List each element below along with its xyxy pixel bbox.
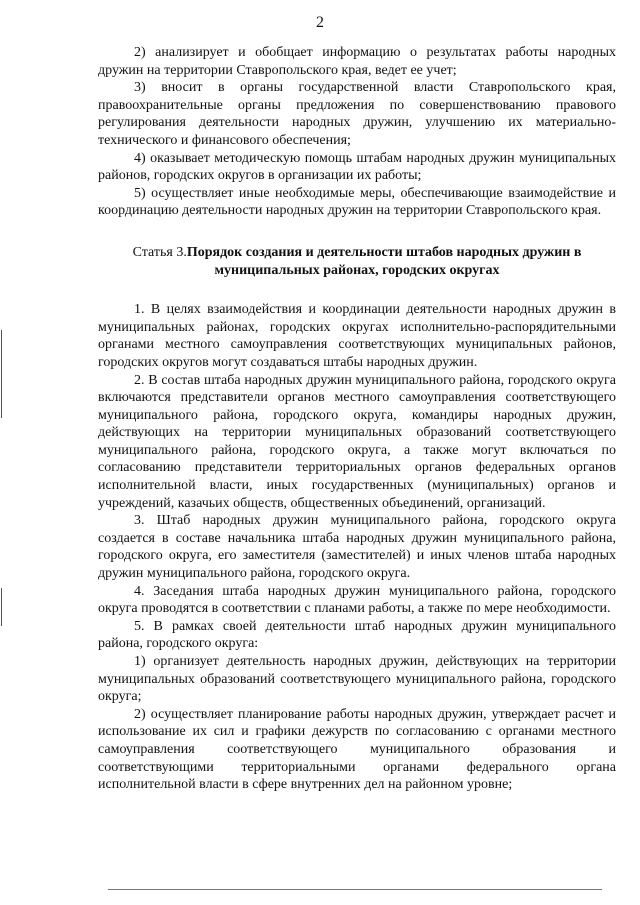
list-item: 3) вносит в органы государственной власти Ставропольского края, правоохранительные органы предложения по совершенствованию правового регулирования деятельности народных дружин, улучшению их материально-технического и финансового обеспечения;	[98, 80, 616, 148]
clause-paragraph: 3. Штаб народных дружин муниципального района, городского округа создается в составе начальника штаба народных дружин муниципального района, городского округа, его заместителя (заместителей) и иных членов штаба народных дружин муниципального района, городского округа.	[98, 513, 616, 582]
list-item: 2) осуществляет планирование работы народных дружин, утверждает расчет и использование их сил и графики дежурств по согласованию с органами местного самоуправления соответствующего муниципального образования и соответствующими территориальными органами федерального органа исполнительной власти в сфере внутренних дел на районном уровне;	[98, 706, 616, 793]
clause-paragraph: 1. В целях взаимодействия и координации деятельности народных дружин в муниципальных районах, городских округах исполнительно-распорядительными органами местного самоуправления соответствующих муниципальных районов, городских округов могут создаваться штабы народных дружин.	[98, 302, 616, 370]
article-number: Статья 3.	[132, 244, 187, 260]
page-bottom-divider	[108, 889, 602, 890]
page-number: 2	[316, 14, 324, 31]
article-heading	[98, 244, 616, 279]
scan-margin-mark	[1, 588, 2, 626]
list-item: 5) осуществляет иные необходимые меры, обеспечивающие взаимодействие и координацию деятельности народных дружин на территории Ставропольского края.	[98, 185, 616, 219]
clause-paragraph: 4. Заседания штаба народных дружин муниципального района, городского округа проводятся в соответствии с планами работы, а также по мере необходимости.	[98, 583, 616, 617]
list-item: 2) анализирует и обобщает информацию о результатах работы народных дружин на территории Ставропольского края, ведет ее учет;	[98, 45, 616, 78]
document-body	[98, 44, 616, 794]
list-item: 1) организует деятельность народных дружин, действующих на территории муниципальных образований соответствующего муниципального района, городского округа;	[98, 654, 616, 705]
clause-paragraph: 2. В состав штаба народных дружин муниципального района, городского округа включаются представители органов местного самоуправления соответствующего муниципального района, городского округа, командиры народных дружин, действующих на территории муниципальных образований соответствующего муниципального района, городского округа, а также могут включаться по согласованию представители территориальных органов федеральных органов исполнительной власти, иных государственных (муниципальных) органов и учреждений, казачьих обществ, общественных объединений, организаций.	[98, 372, 616, 511]
list-item: 4) оказывает методическую помощь штабам народных дружин муниципальных районов, городских округов в организации их работы;	[98, 150, 616, 184]
scan-margin-mark	[1, 330, 2, 418]
article-title: Порядок создания и деятельности штабов народных дружин в муниципальных районах, городских округах	[186, 244, 582, 278]
clause-paragraph: 5. В рамках своей деятельности штаб народных дружин муниципального района, городского округа:	[98, 618, 616, 652]
